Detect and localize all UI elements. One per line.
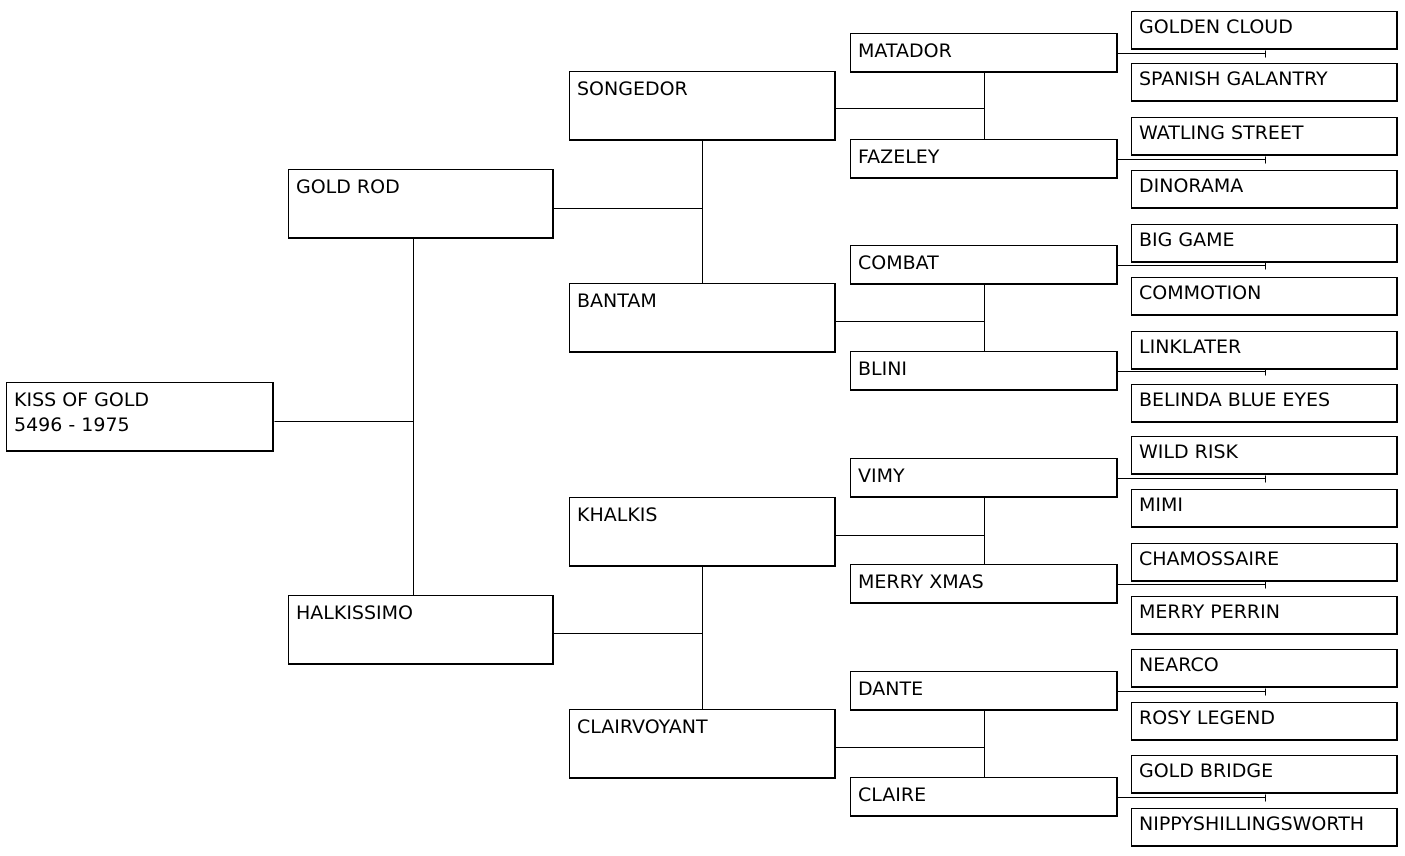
gg-grandparent-box[interactable]	[1131, 489, 1398, 528]
great-grandparent-name: BLINI	[858, 358, 908, 380]
gg-grandparent-name: GOLD BRIDGE	[1139, 760, 1274, 782]
great-grandparent-box[interactable]	[850, 245, 1118, 285]
subject-horse-name: KISS OF GOLD	[14, 389, 150, 411]
gg-grandparent-box[interactable]	[1131, 11, 1398, 50]
gg-grandparent-name: MERRY PERRIN	[1139, 601, 1280, 623]
gg-grandparent-box[interactable]	[1131, 649, 1398, 688]
gg-grandparent-box[interactable]	[1131, 117, 1398, 156]
great-grandparent-name: DANTE	[858, 678, 924, 700]
great-grandparent-box[interactable]	[850, 458, 1118, 498]
gg-grandparent-box[interactable]	[1131, 436, 1398, 475]
grandparent-name: SONGEDOR	[577, 78, 688, 100]
great-grandparent-box[interactable]	[850, 777, 1118, 817]
gg-grandparent-box[interactable]	[1131, 224, 1398, 263]
grandparent-name: CLAIRVOYANT	[577, 716, 708, 738]
grandparent-box[interactable]	[569, 709, 836, 779]
gg-grandparent-box[interactable]	[1131, 755, 1398, 794]
gg-grandparent-name: WATLING STREET	[1139, 122, 1304, 144]
gg-grandparent-name: NEARCO	[1139, 654, 1219, 676]
great-grandparent-box[interactable]	[850, 139, 1118, 179]
gg-grandparent-name: BIG GAME	[1139, 229, 1235, 251]
gg-grandparent-box[interactable]	[1131, 331, 1398, 370]
grandparent-box[interactable]	[569, 71, 836, 141]
grandparent-box[interactable]	[569, 283, 836, 353]
subject-horse-info: 5496 - 1975	[14, 414, 130, 436]
gg-grandparent-box[interactable]	[1131, 702, 1398, 741]
gg-grandparent-name: SPANISH GALANTRY	[1139, 68, 1328, 90]
dam-box[interactable]	[288, 595, 554, 665]
gg-grandparent-name: ROSY LEGEND	[1139, 707, 1276, 729]
gg-grandparent-box[interactable]	[1131, 384, 1398, 423]
gg-grandparent-name: WILD RISK	[1139, 441, 1238, 463]
gg-grandparent-box[interactable]	[1131, 63, 1398, 102]
gg-grandparent-name: GOLDEN CLOUD	[1139, 16, 1293, 38]
grandparent-name: KHALKIS	[577, 504, 658, 526]
great-grandparent-name: MERRY XMAS	[858, 571, 984, 593]
gg-grandparent-name: COMMOTION	[1139, 282, 1262, 304]
sire-name: GOLD ROD	[296, 176, 400, 198]
subject-horse-box[interactable]	[6, 382, 274, 452]
grandparent-box[interactable]	[569, 497, 836, 567]
gg-grandparent-box[interactable]	[1131, 808, 1398, 847]
dam-name: HALKISSIMO	[296, 602, 414, 624]
great-grandparent-name: FAZELEY	[858, 146, 940, 168]
gg-grandparent-name: NIPPYSHILLINGSWORTH	[1139, 813, 1365, 835]
great-grandparent-name: CLAIRE	[858, 784, 927, 806]
great-grandparent-box[interactable]	[850, 671, 1118, 711]
gg-grandparent-name: DINORAMA	[1139, 175, 1244, 197]
great-grandparent-box[interactable]	[850, 564, 1118, 604]
gg-grandparent-box[interactable]	[1131, 543, 1398, 582]
gg-grandparent-name: CHAMOSSAIRE	[1139, 548, 1280, 570]
gg-grandparent-box[interactable]	[1131, 170, 1398, 209]
gg-grandparent-box[interactable]	[1131, 277, 1398, 316]
gg-grandparent-name: MIMI	[1139, 494, 1183, 516]
gg-grandparent-box[interactable]	[1131, 596, 1398, 635]
gg-grandparent-name: BELINDA BLUE EYES	[1139, 389, 1331, 411]
great-grandparent-name: COMBAT	[858, 252, 939, 274]
great-grandparent-box[interactable]	[850, 33, 1118, 73]
great-grandparent-name: VIMY	[858, 465, 905, 487]
great-grandparent-name: MATADOR	[858, 40, 952, 62]
great-grandparent-box[interactable]	[850, 351, 1118, 391]
sire-box[interactable]	[288, 169, 554, 239]
grandparent-name: BANTAM	[577, 290, 657, 312]
gg-grandparent-name: LINKLATER	[1139, 336, 1242, 358]
